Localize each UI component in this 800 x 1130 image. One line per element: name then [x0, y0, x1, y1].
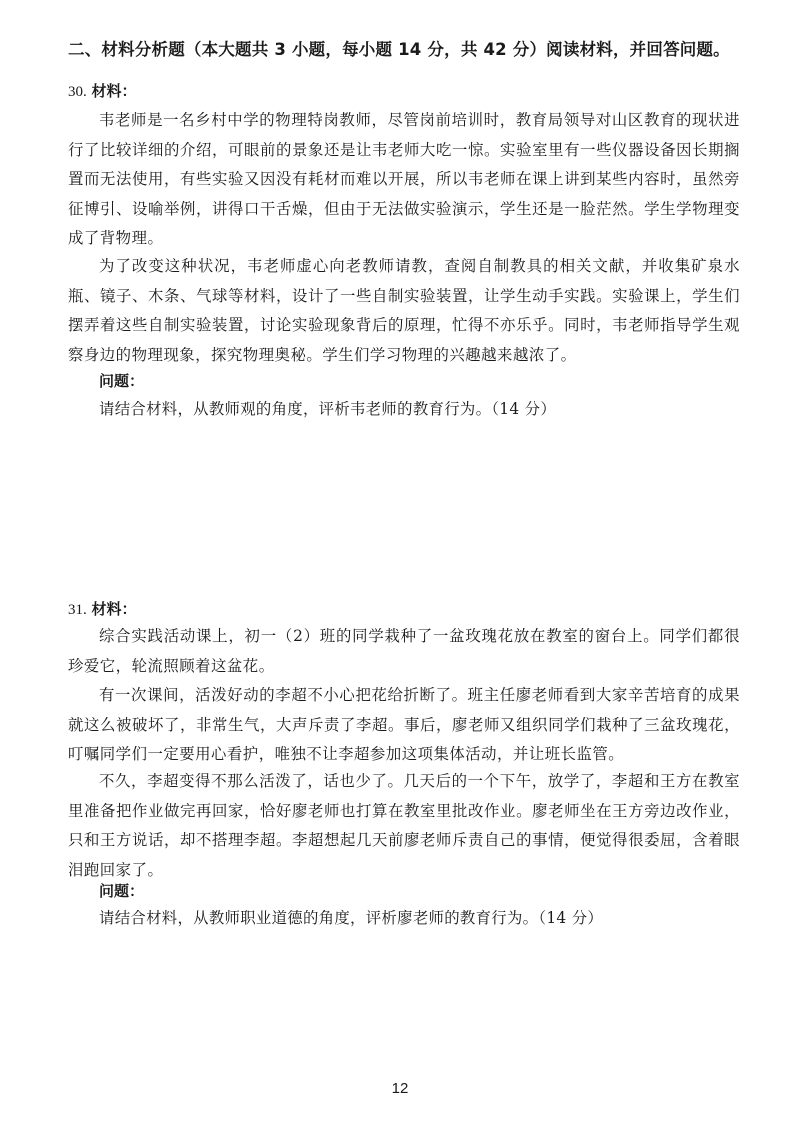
question-31-number: 31.	[68, 602, 87, 618]
question-30-question-label: 问题：	[99, 372, 145, 390]
question-30-prompt: 请结合材料，从教师观的角度，评析韦老师的教育行为。（14 分）	[99, 400, 557, 418]
question-30-number: 30.	[68, 84, 87, 100]
question-31-material-label: 材料：	[91, 600, 137, 618]
section-heading: 二、材料分析题（本大题共 3 小题，每小题 14 分，共 42 分）阅读材料，并回答问题。	[68, 40, 730, 59]
question-31-paragraph-1: 综合实践活动课上，初一（2）班的同学栽种了一盆玫瑰花放在教室的窗台上。同学们都很珍爱它，轮流照顾着这盆花。	[68, 627, 740, 675]
question-30-label	[68, 80, 137, 101]
question-31-label	[68, 598, 137, 619]
question-30-material-label: 材料：	[91, 82, 137, 100]
question-30-paragraph-2: 为了改变这种状况，韦老师虚心向老教师请教，查阅自制教具的相关文献，并收集矿泉水瓶、镜子、木条、气球等材料，设计了一些自制实验装置，让学生动手实践。实验课上，学生们摆弄着这些自制实验装置，讨论实验现象背后的原理，忙得不亦乐乎。同时，韦老师指导学生观察身边的物理现象，探究物理奥秘。学生们学习物理的兴趣越来越浓了。	[68, 257, 740, 364]
page-number: 12	[391, 1080, 409, 1097]
question-31-paragraph-3: 不久，李超变得不那么活泼了，话也少了。几天后的一个下午，放学了，李超和王方在教室里准备把作业做完再回家，恰好廖老师也打算在教室里批改作业。廖老师坐在王方旁边改作业，只和王方说话，却不搭理李超。李超想起几天前廖老师斥责自己的事情，便觉得很委屈，含着眼泪跑回家了。	[68, 772, 740, 879]
question-31-paragraph-2: 有一次课间，活泼好动的李超不小心把花给折断了。班主任廖老师看到大家辛苦培育的成果就这么被破坏了，非常生气，大声斥责了李超。事后，廖老师又组织同学们栽种了三盆玫瑰花，叮嘱同学们一定要用心看护，唯独不让李超参加这项集体活动，并让班长监管。	[68, 686, 740, 763]
question-30-paragraph-1: 韦老师是一名乡村中学的物理特岗教师，尽管岗前培训时，教育局领导对山区教育的现状进行了比较详细的介绍，可眼前的景象还是让韦老师大吃一惊。实验室里有一些仪器设备因长期搁置而无法使用，有些实验又因没有耗材而难以开展，所以韦老师在课上讲到某些内容时，虽然旁征博引、设喻举例，讲得口干舌燥，但由于无法做实验演示，学生还是一脸茫然。学生学物理变成了背物理。	[68, 111, 740, 247]
question-31-prompt: 请结合材料，从教师职业道德的角度，评析廖老师的教育行为。（14 分）	[99, 909, 604, 927]
question-31-question-label: 问题：	[99, 882, 145, 900]
